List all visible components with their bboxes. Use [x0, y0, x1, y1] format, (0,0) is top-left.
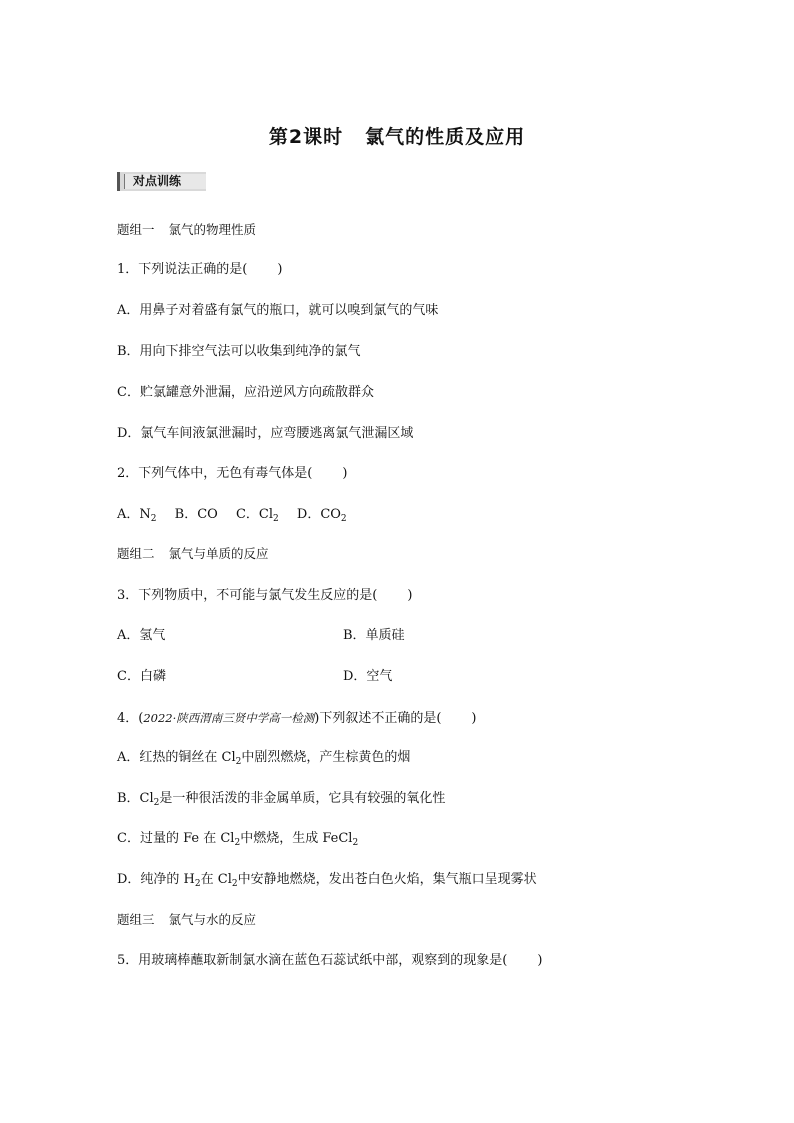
question-3-option-b: B．单质硅	[343, 628, 405, 643]
question-5-stem: 5．用玻璃棒蘸取新制氯水滴在蓝色石蕊试纸中部，观察到的现象是( )	[117, 953, 543, 968]
question-4-option-d: D．纯净的 $H_2$在 $Cl_2$中安静地燃烧，发出苍白色火焰，集气瓶口呈现雾状	[117, 872, 537, 889]
question-4-source: 2022·陕西渭南三贤中学高一检测	[143, 711, 315, 725]
question-2-stem: 2．下列气体中，无色有毒气体是( )	[117, 466, 348, 481]
page-title	[0, 122, 794, 149]
lesson-number: 第2课时	[268, 126, 344, 148]
question-2-option-d: D．$CO_2$	[296, 507, 347, 524]
question-2-option-a: A．$N_2$	[117, 507, 157, 524]
question-2-options	[117, 507, 347, 523]
section-heading-2: 题组二 氯气与单质的反应	[117, 546, 269, 561]
question-3-option-a: A．氢气	[117, 628, 166, 643]
question-2-option-b: B．CO	[174, 507, 218, 522]
section-heading-1: 题组一 氯气的物理性质	[117, 222, 257, 237]
question-2-option-c: C．$Cl_2$	[235, 507, 279, 524]
lesson-topic: 氯气的性质及应用	[365, 126, 526, 148]
question-1-option-c: C．贮氯罐意外泄漏，应沿逆风方向疏散群众	[117, 385, 374, 400]
section-badge	[117, 172, 206, 191]
question-3-row-1	[117, 628, 165, 644]
question-3-stem: 3．下列物质中，不可能与氯气发生反应的是( )	[117, 588, 413, 603]
question-1-option-b: B．用向下排空气法可以收集到纯净的氯气	[117, 344, 361, 359]
question-1-option-a: A．用鼻子对着盛有氯气的瓶口，就可以嗅到氯气的气味	[117, 303, 439, 318]
badge-label: 对点训练	[124, 174, 206, 189]
question-4-stem: 4．(2022·陕西渭南三贤中学高一检测)下列叙述不正确的是( )	[117, 711, 477, 726]
question-3-row-2	[117, 669, 166, 685]
question-1-option-d: D．氯气车间液氯泄漏时，应弯腰逃离氯气泄漏区域	[117, 426, 414, 441]
question-1-stem: 1．下列说法正确的是( )	[117, 262, 283, 277]
question-4-option-c: C．过量的 Fe 在 $Cl_2$中燃烧，生成 FeCl$_2$	[117, 831, 359, 848]
section-heading-3: 题组三 氯气与水的反应	[117, 912, 257, 927]
question-3-option-c: C．白磷	[117, 669, 166, 684]
question-4-option-b: B．$Cl_2$是一种很活泼的非金属单质，它具有较强的氧化性	[117, 791, 446, 808]
question-3-option-d: D．空气	[343, 669, 393, 684]
question-4-option-a: A．红热的铜丝在 $Cl_2$中剧烈燃烧，产生棕黄色的烟	[117, 750, 411, 767]
